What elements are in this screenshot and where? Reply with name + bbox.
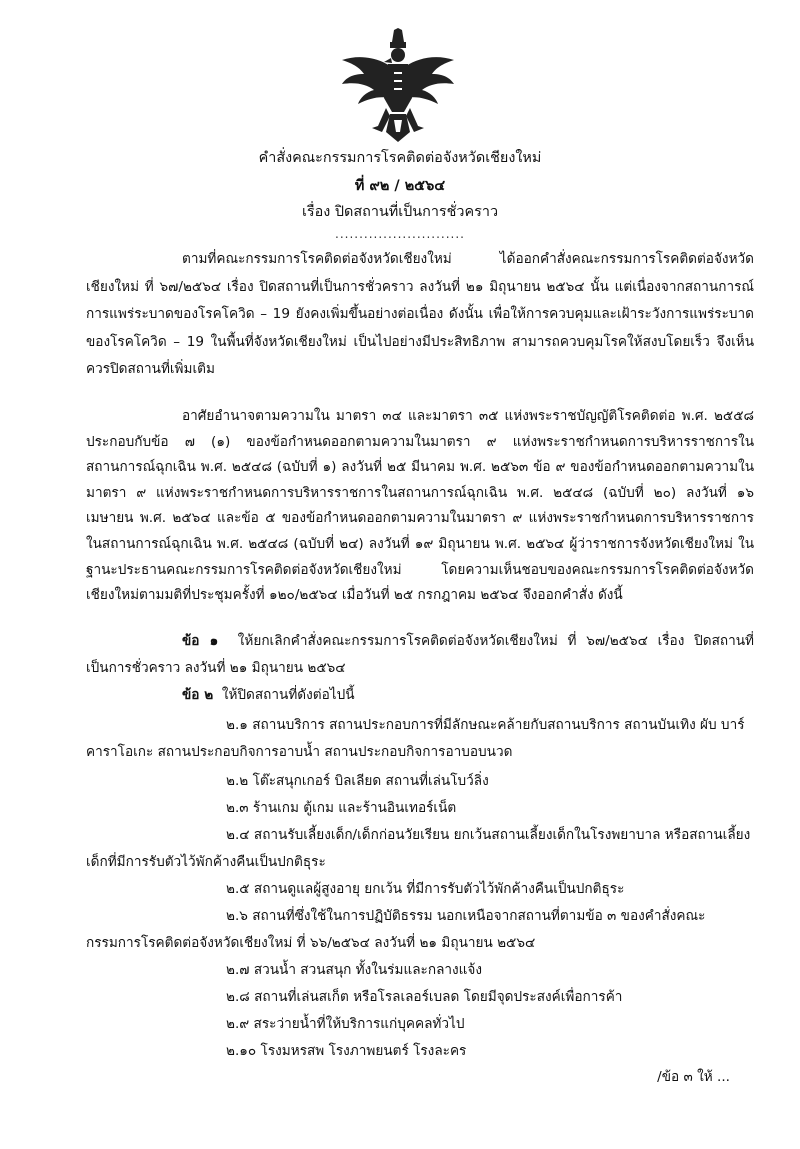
clause-1-label: ข้อ ๑ <box>182 633 219 649</box>
list-item: ๒.๑๐ โรงมหรสพ โรงภาพยนตร์ โรงละคร <box>226 1043 467 1059</box>
order-number: ที่ ๙๒ / ๒๕๖๔ <box>354 178 446 194</box>
continuation-note: /ข้อ ๓ ให้ ... <box>657 1069 730 1085</box>
list-item: ๒.๑ สถานบริการ สถานประกอบการที่มีลักษณะคล้ายกับสถานบริการ สถานบันเทิง ผับ บาร์ คาราโอเกะ สถานประกอบกิจการอาบน้ำ สถานประกอบกิจการอาบอบนวด <box>86 717 745 760</box>
clause-2-text: ให้ปิดสถานที่ดังต่อไปนี้ <box>221 687 355 703</box>
order-subject: เรื่อง ปิดสถานที่เป็นการชั่วคราว <box>301 204 499 220</box>
list-item: ๒.๖ สถานที่ซึ่งใช้ในการปฏิบัติธรรม นอกเหนือจากสถานที่ตามข้อ ๓ ของคำสั่งคณะกรรมการโรคติดต่อจังหวัดเชียงใหม่ ที่ ๖๖/๒๕๖๔ ลงวันที่ ๒๑ มิถุนายน ๒๕๖๔ <box>86 908 706 951</box>
list-item: ๒.๒ โต๊ะสนุกเกอร์ บิลเลียด สถานที่เล่นโบว์ลิ่ง <box>226 773 489 789</box>
authority-text: อาศัยอำนาจตามความใน มาตรา ๓๔ และมาตรา ๓๕ แห่งพระราชบัญญัติโรคติดต่อ พ.ศ. ๒๕๕๘ ประกอบกับข้อ ๗ (๑) ของข้อกำหนดออกตามความในมาตรา ๙ แห่งพระราชกำหนดการบริหารราชการในสถานการณ์ฉุกเฉิน พ.ศ. ๒๕๔๘ (ฉบับที่ ๑) ลงวันที่ ๒๕ มีนาคม พ.ศ. ๒๕๖๓ ข้อ ๙ ของข้อกำหนดออกตามความในมาตรา ๙ แห่งพระราชกำหนดการบริหารราชการในสถานการณ์ฉุกเฉิน พ.ศ. ๒๕๔๘ (ฉบับที่ ๒๐) ลงวันที่ ๑๖ เมษายน พ.ศ. ๒๕๖๔ และข้อ ๕ ของข้อกำหนดออกตามความในมาตรา ๙ แห่งพระราชกำหนดการบริหารราชการในสถานการณ์ฉุกเฉิน พ.ศ. ๒๕๔๘ (ฉบับที่ ๒๔) ลงวันที่ ๑๙ มิถุนายน พ.ศ. ๒๕๖๔ ผู้ว่าราชการจังหวัดเชียงใหม่ ในฐานะประธานคณะกรรมการโรคติดต่อจังหวัดเชียงใหม่ โดยความเห็นชอบของคณะกรรมการโรคติดต่อจังหวัดเชียงใหม่ตามมติที่ประชุมครั้งที่ ๑๒๐/๒๕๖๔ เมื่อวันที่ ๒๕ กรกฎาคม ๒๕๖๔ จึงออกคำสั่ง ดังนี้ <box>86 408 754 604</box>
list-item: ๒.๓ ร้านเกม ตู้เกม และร้านอินเทอร์เน็ต <box>226 800 457 816</box>
clause-1 <box>86 628 754 682</box>
clause-2 <box>182 686 355 706</box>
list-item: ๒.๘ สถานที่เล่นสเก็ต หรือโรลเลอร์เบลด โดยมีจุดประสงค์เพื่อการค้า <box>226 989 623 1005</box>
title-separator: ........................... <box>335 227 465 241</box>
list-item: ๒.๔ สถานรับเลี้ยงเด็ก/เด็กก่อนวัยเรียน ยกเว้นสถานเลี้ยงเด็กในโรงพยาบาล หรือสถานเลี้ยงเด็กที่มีการรับตัวไว้พักค้างคืนเป็นปกติธุระ <box>86 827 751 870</box>
intro-text: ตามที่คณะกรรมการโรคติดต่อจังหวัดเชียงใหม่ ได้ออกคำสั่งคณะกรรมการโรคติดต่อจังหวัดเชียงใหม่ ที่ ๖๗/๒๕๖๔ เรื่อง ปิดสถานที่เป็นการชั่วคราว ลงวันที่ ๒๑ มิถุนายน ๒๕๖๔ นั้น แต่เนื่องจากสถานการณ์การแพร่ระบาดของโรคโควิด – 19 ยังคงเพิ่มขึ้นอย่างต่อเนื่อง ดังนั้น เพื่อให้การควบคุมและเฝ้าระวังการแพร่ระบาดของโรคโควิด – 19 ในพื้นที่จังหวัดเชียงใหม่ เป็นไปอย่างมีประสิทธิภาพ สามารถควบคุมโรคให้สงบโดยเร็ว จึงเห็นควรปิดสถานที่เพิ่มเติม <box>86 251 754 378</box>
garuda-emblem-icon <box>338 28 458 142</box>
list-item: ๒.๕ สถานดูแลผู้สูงอายุ ยกเว้น ที่มีการรับตัวไว้พักค้างคืนเป็นปกติธุระ <box>226 881 625 897</box>
intro-paragraph <box>86 246 754 384</box>
clause-2-label: ข้อ ๒ <box>182 687 214 703</box>
list-item: ๒.๗ สวนน้ำ สวนสนุก ทั้งในร่มและกลางแจ้ง <box>226 962 483 978</box>
list-item: ๒.๙ สระว่ายน้ำที่ให้บริการแก่บุคคลทั่วไป <box>226 1016 465 1032</box>
authority-paragraph <box>86 404 754 609</box>
clause-1-text: ให้ยกเลิกคำสั่งคณะกรรมการโรคติดต่อจังหวัดเชียงใหม่ ที่ ๖๗/๒๕๖๔ เรื่อง ปิดสถานที่เป็นการชั่วคราว ลงวันที่ ๒๑ มิถุนายน ๒๕๖๔ <box>86 633 754 676</box>
order-title: คำสั่งคณะกรรมการโรคติดต่อจังหวัดเชียงใหม่ <box>258 150 542 166</box>
